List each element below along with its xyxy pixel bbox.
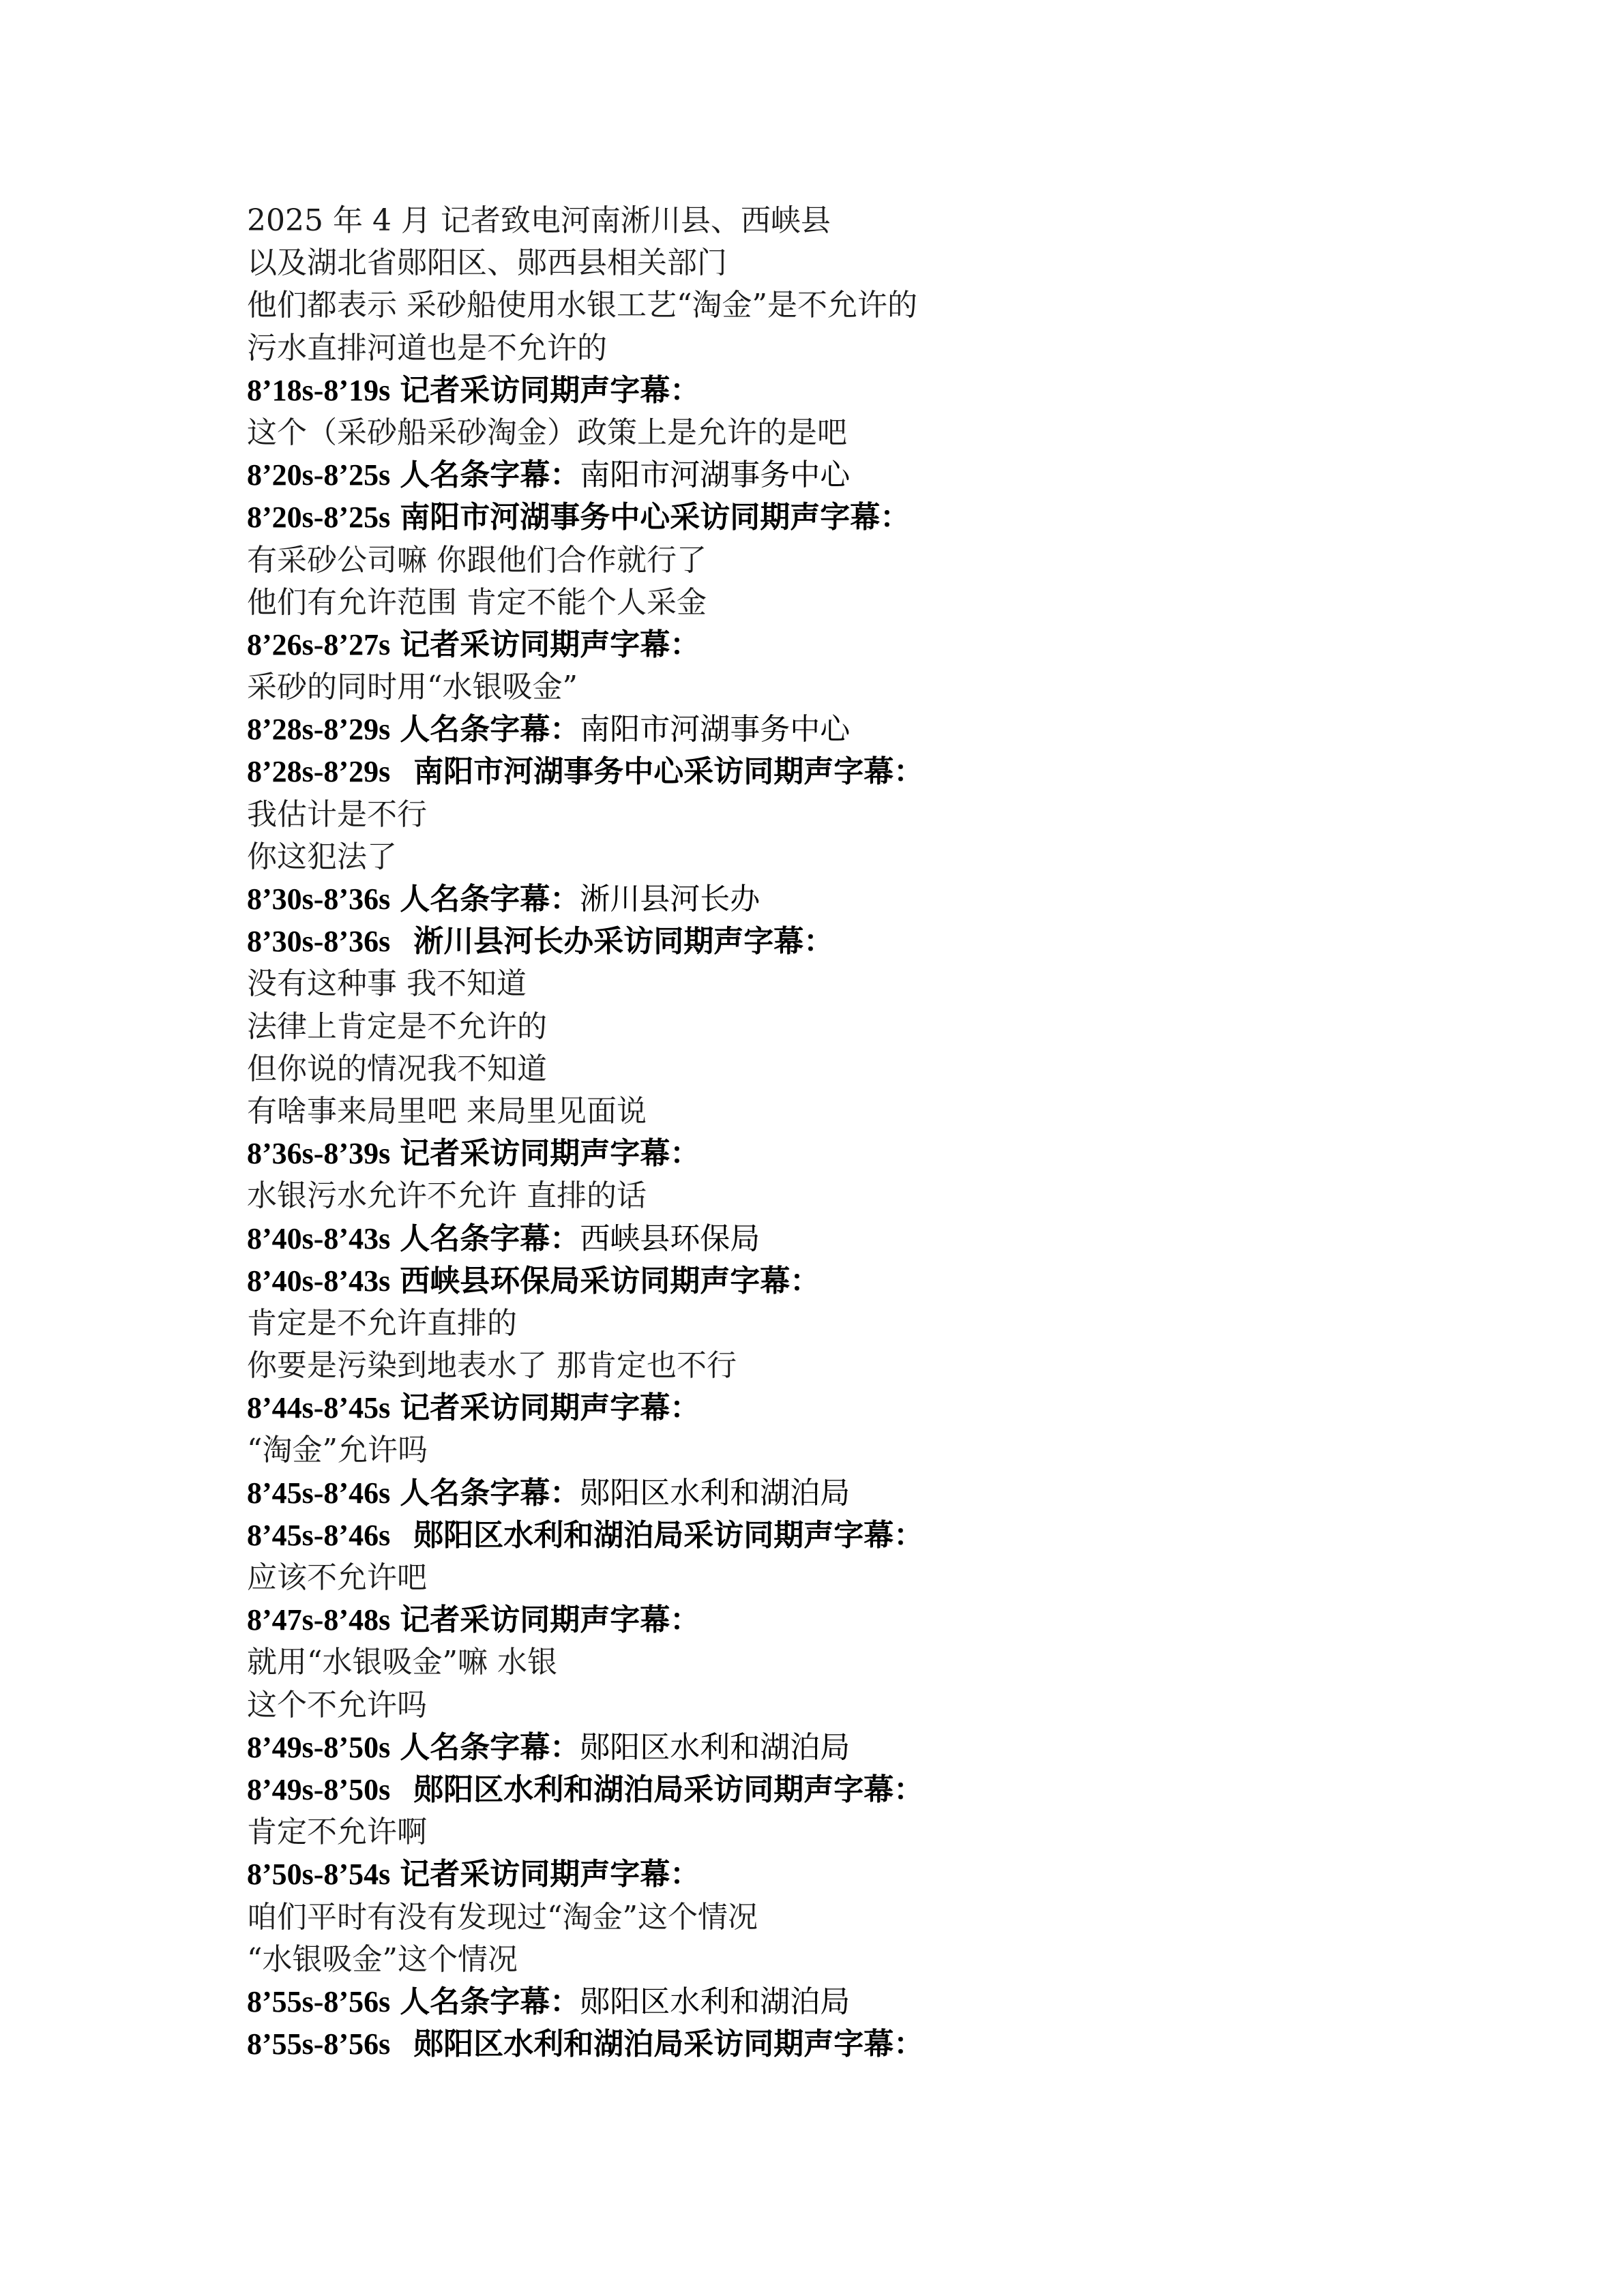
- cue-label: 淅川县河长办采访同期声字幕：: [413, 925, 834, 959]
- timecode: 8’55s-8’56s: [247, 2027, 391, 2061]
- transcript-line: 肯定是不允许直排的: [247, 1305, 517, 1341]
- cue-label: 记者采访同期声字幕：: [400, 1391, 700, 1425]
- timecode: 8’49s-8’50s: [247, 1730, 391, 1764]
- cue-label: 记者采访同期声字幕：: [400, 1858, 700, 1892]
- cue-label: 郧阳区水利和湖泊局采访同期声字幕：: [413, 1518, 924, 1552]
- cue-label: 郧阳区水利和湖泊局采访同期声字幕：: [413, 2027, 924, 2061]
- cue-label: 记者采访同期声字幕：: [400, 373, 700, 407]
- transcript-line: 2025 年 4 月 记者致电河南淅川县、西峡县: [247, 203, 831, 238]
- transcript-line: 这个（采砂船采砂淘金）政策上是允许的是吧: [247, 415, 847, 450]
- timecode: 8’20s-8’25s: [247, 501, 391, 535]
- timecode: 8’28s-8’29s: [247, 713, 391, 747]
- subtitle-cue-header: [247, 370, 1406, 412]
- timecode: 8’30s-8’36s: [247, 882, 391, 916]
- cue-label: 记者采访同期声字幕：: [400, 1137, 700, 1171]
- subtitle-cue-header: [247, 1981, 1406, 2023]
- timecode: 8’50s-8’54s: [247, 1858, 391, 1892]
- subtitle-cue-header: [247, 751, 1406, 793]
- transcript-body: [247, 200, 1406, 2066]
- subtitle-cue-header: [247, 1387, 1406, 1429]
- transcript-line: 就用“水银吸金”嘛 水银: [247, 1645, 557, 1680]
- cue-label: 南阳市河湖事务中心采访同期声字幕：: [413, 755, 924, 789]
- cue-label: 人名条字幕：: [400, 713, 580, 747]
- transcript-line: 以及湖北省郧阳区、郧西县相关部门: [247, 245, 727, 281]
- transcript-line: 但你说的情况我不知道: [247, 1051, 547, 1086]
- subtitle-cue-header: [247, 1260, 1406, 1302]
- timecode: 8’44s-8’45s: [247, 1391, 391, 1425]
- cue-label: 南阳市河湖事务中心采访同期声字幕：: [400, 501, 911, 535]
- subtitle-cue-header: [247, 1133, 1406, 1175]
- cue-label: 人名条字幕：: [400, 882, 580, 916]
- timecode: 8’49s-8’50s: [247, 1772, 391, 1806]
- subtitle-cue-header: [247, 1727, 1406, 1769]
- subtitle-cue-header: [247, 1515, 1406, 1557]
- timecode: 8’20s-8’25s: [247, 458, 391, 492]
- timecode: 8’40s-8’43s: [247, 1264, 391, 1298]
- speaker-name: 南阳市河湖事务中心: [580, 712, 851, 747]
- transcript-line: “水银吸金”这个情况: [247, 1941, 518, 1977]
- cue-label: 人名条字幕：: [400, 1221, 580, 1255]
- timecode: 8’30s-8’36s: [247, 925, 391, 959]
- subtitle-cue-header: [247, 2023, 1406, 2066]
- timecode: 8’28s-8’29s: [247, 755, 391, 789]
- cue-label: 记者采访同期声字幕：: [400, 627, 700, 661]
- subtitle-cue-header: [247, 1472, 1406, 1515]
- subtitle-cue-header: [247, 921, 1406, 963]
- transcript-line: 有采砂公司嘛 你跟他们合作就行了: [247, 542, 707, 578]
- subtitle-cue-header: [247, 454, 1406, 496]
- cue-label: 记者采访同期声字幕：: [400, 1603, 700, 1637]
- cue-label: 西峡县环保局采访同期声字幕：: [400, 1264, 821, 1298]
- cue-label: 人名条字幕：: [400, 458, 580, 492]
- transcript-line: 你这犯法了: [247, 839, 397, 874]
- transcript-line: 污水直排河道也是不允许的: [247, 330, 607, 366]
- cue-label: 人名条字幕：: [400, 1730, 580, 1764]
- subtitle-cue-header: [247, 1769, 1406, 1811]
- transcript-line: 他们有允许范围 肯定不能个人采金: [247, 584, 707, 620]
- transcript-line: 应该不允许吧: [247, 1560, 427, 1595]
- cue-label: 人名条字幕：: [400, 1984, 580, 2018]
- speaker-name: 西峡县环保局: [580, 1221, 761, 1256]
- timecode: 8’45s-8’46s: [247, 1518, 391, 1552]
- cue-label: 郧阳区水利和湖泊局采访同期声字幕：: [413, 1772, 924, 1806]
- timecode: 8’36s-8’39s: [247, 1137, 391, 1171]
- cue-label: 人名条字幕：: [400, 1476, 580, 1510]
- timecode: 8’47s-8’48s: [247, 1603, 391, 1637]
- speaker-name: 南阳市河湖事务中心: [580, 458, 851, 493]
- transcript-line: 没有这种事 我不知道: [247, 966, 527, 1002]
- transcript-line: 法律上肯定是不允许的: [247, 1009, 547, 1044]
- transcript-line: 采砂的同时用“水银吸金”: [247, 670, 578, 705]
- timecode: 8’18s-8’19s: [247, 373, 391, 407]
- transcript-line: 他们都表示 采砂船使用水银工艺“淘金”是不允许的: [247, 288, 917, 323]
- subtitle-cue-header: [247, 624, 1406, 666]
- transcript-line: 这个不允许吗: [247, 1687, 427, 1723]
- timecode: 8’26s-8’27s: [247, 627, 391, 661]
- speaker-name: 淅川县河长办: [580, 882, 761, 916]
- subtitle-cue-header: [247, 1599, 1406, 1641]
- speaker-name: 郧阳区水利和湖泊局: [580, 1475, 851, 1510]
- transcript-line: 你要是污染到地表水了 那肯定也不行: [247, 1348, 737, 1384]
- speaker-name: 郧阳区水利和湖泊局: [580, 1729, 851, 1765]
- transcript-line: 我估计是不行: [247, 796, 427, 832]
- transcript-line: 有啥事来局里吧 来局里见面说: [247, 1093, 647, 1129]
- transcript-line: “淘金”允许吗: [247, 1433, 428, 1468]
- subtitle-cue-header: [247, 709, 1406, 751]
- subtitle-cue-header: [247, 1853, 1406, 1896]
- timecode: 8’40s-8’43s: [247, 1221, 391, 1255]
- subtitle-cue-header: [247, 1218, 1406, 1260]
- transcript-line: 肯定不允许啊: [247, 1815, 427, 1850]
- timecode: 8’45s-8’46s: [247, 1476, 391, 1510]
- transcript-line: 水银污水允许不允许 直排的话: [247, 1178, 647, 1214]
- timecode: 8’55s-8’56s: [247, 1984, 391, 2018]
- speaker-name: 郧阳区水利和湖泊局: [580, 1984, 851, 2019]
- transcript-line: 咱们平时有没有发现过“淘金”这个情况: [247, 1899, 758, 1935]
- subtitle-cue-header: [247, 496, 1406, 539]
- subtitle-cue-header: [247, 878, 1406, 921]
